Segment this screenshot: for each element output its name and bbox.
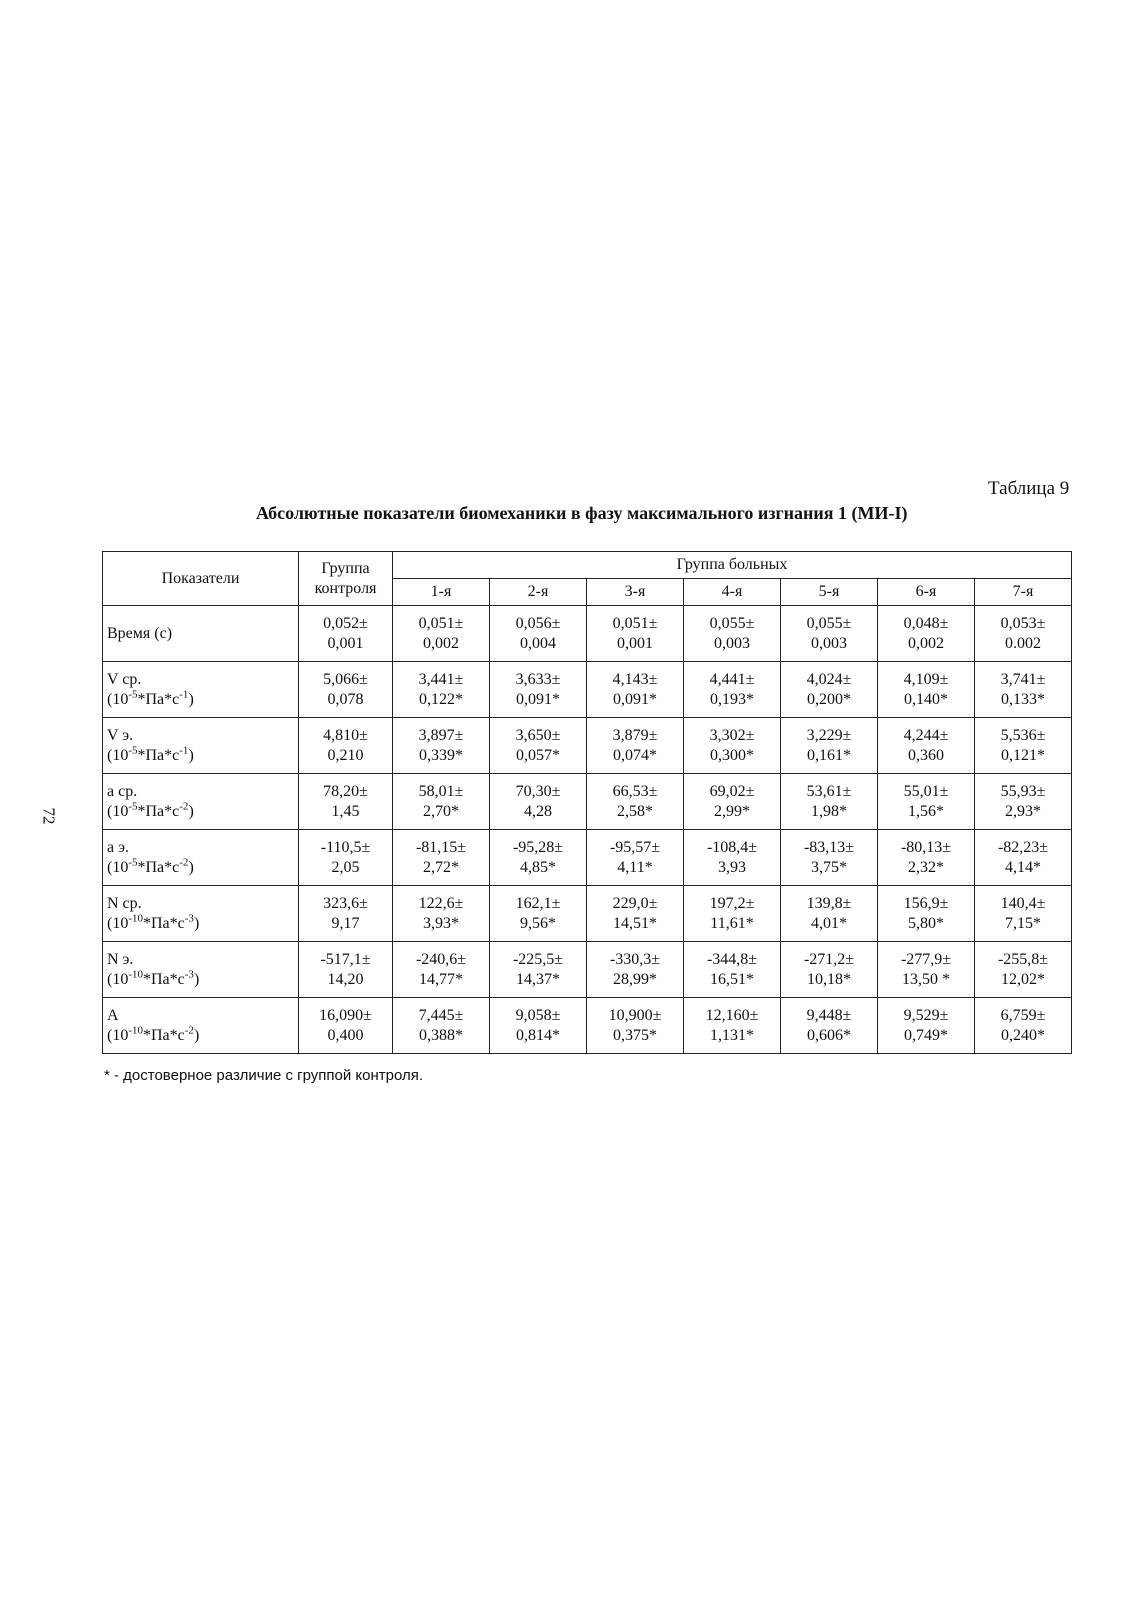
mean-value: 4,109± bbox=[903, 670, 949, 688]
unit-exp1: -10 bbox=[128, 1024, 143, 1037]
page-number: 72 bbox=[39, 807, 59, 825]
unit-mid: *Па*с bbox=[137, 690, 180, 708]
group-value-cell bbox=[781, 998, 878, 1054]
mean-value: 0,048± bbox=[903, 614, 949, 632]
parameter-unit bbox=[107, 746, 298, 766]
control-value-cell bbox=[299, 942, 393, 998]
parameter-cell bbox=[103, 606, 299, 662]
parameter-name: а ср. bbox=[107, 782, 138, 800]
unit-exp1: -10 bbox=[128, 912, 143, 925]
group-value-cell bbox=[587, 718, 684, 774]
unit-mid: *Па*с bbox=[143, 914, 185, 932]
mean-value: -225,5± bbox=[512, 950, 564, 968]
mean-value: 3,650± bbox=[515, 726, 561, 744]
mean-value: 66,53± bbox=[612, 782, 658, 800]
error-value: 2,93* bbox=[1005, 802, 1041, 820]
mean-value: 9,058± bbox=[515, 1006, 561, 1024]
group-value-cell bbox=[878, 606, 975, 662]
mean-value: 9,448± bbox=[806, 1006, 852, 1024]
error-value: 0,122* bbox=[419, 690, 463, 708]
mean-value: 10,900± bbox=[608, 1006, 662, 1024]
mean-value: 4,244± bbox=[903, 726, 949, 744]
group-value-cell bbox=[393, 830, 490, 886]
mean-value: 55,93± bbox=[1000, 782, 1046, 800]
mean-value: 3,633± bbox=[515, 670, 561, 688]
mean-value: 12,160± bbox=[705, 1006, 759, 1024]
group-value-cell bbox=[490, 606, 587, 662]
group-value-cell bbox=[975, 886, 1072, 942]
mean-value: 0,055± bbox=[806, 614, 852, 632]
unit-end: ) bbox=[193, 1026, 200, 1044]
data-table bbox=[102, 551, 1072, 1054]
parameter-unit bbox=[107, 914, 298, 934]
table-row bbox=[103, 942, 1072, 998]
parameter-unit bbox=[107, 1026, 298, 1046]
mean-value: 58,01± bbox=[418, 782, 464, 800]
group-value-cell bbox=[781, 774, 878, 830]
header-group-6: 6-я bbox=[878, 579, 975, 606]
unit-exp1: -10 bbox=[128, 968, 143, 981]
mean-value: -83,13± bbox=[803, 838, 855, 856]
error-value: 0,091* bbox=[613, 690, 657, 708]
error-value: 0,002 bbox=[908, 634, 944, 652]
error-value: 0,001 bbox=[327, 634, 364, 652]
control-value-cell bbox=[299, 830, 393, 886]
header-parameters: Показатели bbox=[103, 552, 299, 606]
header-group-3: 3-я bbox=[587, 579, 684, 606]
mean-value: -517,1± bbox=[320, 950, 371, 968]
parameter-unit bbox=[107, 858, 298, 878]
group-value-cell bbox=[975, 662, 1072, 718]
group-value-cell bbox=[490, 942, 587, 998]
mean-value: 139,8± bbox=[806, 894, 852, 912]
error-value: 28,99* bbox=[613, 970, 657, 988]
error-value: 11,61* bbox=[710, 914, 754, 932]
group-value-cell bbox=[975, 942, 1072, 998]
error-value: 0,210 bbox=[327, 746, 364, 764]
mean-value: 162,1± bbox=[515, 894, 561, 912]
error-value: 10,18* bbox=[807, 970, 851, 988]
mean-value: 55,01± bbox=[903, 782, 949, 800]
group-value-cell bbox=[781, 886, 878, 942]
mean-value: 4,143± bbox=[612, 670, 658, 688]
unit-exp1: -5 bbox=[128, 856, 138, 869]
error-value: 0,140* bbox=[904, 690, 948, 708]
error-value: 0,057* bbox=[516, 746, 560, 764]
mean-value: -82,23± bbox=[997, 838, 1049, 856]
error-value: 0,606* bbox=[807, 1026, 851, 1044]
parameter-name: А bbox=[107, 1006, 119, 1024]
error-value: 0,240* bbox=[1001, 1026, 1045, 1044]
error-value: 0,091* bbox=[516, 690, 560, 708]
group-value-cell bbox=[975, 774, 1072, 830]
error-value: 2,05 bbox=[331, 858, 360, 876]
parameter-cell bbox=[103, 774, 299, 830]
error-value: 5,80* bbox=[908, 914, 944, 932]
error-value: 0,004 bbox=[520, 634, 556, 652]
error-value: 4,14* bbox=[1005, 858, 1041, 876]
mean-value: 4,441± bbox=[709, 670, 755, 688]
error-value: 4,28 bbox=[524, 802, 552, 820]
error-value: 0,749* bbox=[904, 1026, 948, 1044]
unit-mid: *Па*с bbox=[137, 746, 180, 764]
group-value-cell bbox=[490, 830, 587, 886]
group-value-cell bbox=[684, 606, 781, 662]
error-value: 16,51* bbox=[710, 970, 754, 988]
unit-end: ) bbox=[188, 858, 194, 876]
error-value: 1,45 bbox=[331, 802, 360, 820]
group-value-cell bbox=[684, 942, 781, 998]
group-value-cell bbox=[587, 774, 684, 830]
group-value-cell bbox=[684, 998, 781, 1054]
error-value: 1,131* bbox=[710, 1026, 754, 1044]
control-value-cell bbox=[299, 774, 393, 830]
error-value: 2,72* bbox=[423, 858, 459, 876]
parameter-name: а э. bbox=[107, 838, 129, 856]
group-value-cell bbox=[587, 606, 684, 662]
error-value: 1,56* bbox=[908, 802, 944, 820]
error-value: 2,32* bbox=[908, 858, 944, 876]
error-value: 0,002 bbox=[423, 634, 459, 652]
group-value-cell bbox=[684, 774, 781, 830]
error-value: 0,078 bbox=[327, 690, 364, 708]
group-value-cell bbox=[975, 718, 1072, 774]
header-group-4: 4-я bbox=[684, 579, 781, 606]
group-value-cell bbox=[878, 886, 975, 942]
mean-value: 3,302± bbox=[709, 726, 755, 744]
group-value-cell bbox=[878, 718, 975, 774]
parameter-cell bbox=[103, 886, 299, 942]
group-value-cell bbox=[878, 774, 975, 830]
error-value: 4,11* bbox=[617, 858, 653, 876]
mean-value: 0,055± bbox=[709, 614, 755, 632]
parameter-cell bbox=[103, 998, 299, 1054]
header-group-2: 2-я bbox=[490, 579, 587, 606]
parameter-unit bbox=[107, 690, 298, 710]
unit-exp1: -5 bbox=[128, 800, 138, 813]
mean-value: 0,056± bbox=[515, 614, 561, 632]
unit-exp2: -2 bbox=[184, 1024, 194, 1037]
mean-value: 78,20± bbox=[323, 782, 368, 800]
mean-value: -344,8± bbox=[706, 950, 758, 968]
group-value-cell bbox=[684, 886, 781, 942]
mean-value: 3,741± bbox=[1000, 670, 1046, 688]
parameter-name: N э. bbox=[107, 950, 134, 968]
mean-value: 323,6± bbox=[323, 894, 368, 912]
control-value-cell bbox=[299, 606, 393, 662]
mean-value: 53,61± bbox=[806, 782, 852, 800]
mean-value: 229,0± bbox=[612, 894, 658, 912]
parameter-cell bbox=[103, 942, 299, 998]
group-value-cell bbox=[393, 942, 490, 998]
error-value: 0,161* bbox=[807, 746, 851, 764]
error-value: 0.002 bbox=[1005, 634, 1041, 652]
unit-exp2: -1 bbox=[179, 744, 189, 757]
unit-base: (10 bbox=[107, 690, 129, 708]
unit-exp1: -5 bbox=[128, 744, 138, 757]
mean-value: 16,090± bbox=[319, 1006, 372, 1024]
group-value-cell bbox=[587, 830, 684, 886]
mean-value: 9,529± bbox=[903, 1006, 949, 1024]
parameter-name: Время (с) bbox=[107, 624, 173, 642]
group-value-cell bbox=[975, 606, 1072, 662]
mean-value: 197,2± bbox=[709, 894, 755, 912]
mean-value: 7,445± bbox=[418, 1006, 464, 1024]
unit-base: (10 bbox=[107, 858, 129, 876]
error-value: 9,17 bbox=[331, 914, 360, 932]
header-group-1: 1-я bbox=[393, 579, 490, 606]
group-value-cell bbox=[587, 662, 684, 718]
error-value: 12,02* bbox=[1001, 970, 1045, 988]
table-row bbox=[103, 774, 1072, 830]
error-value: 4,85* bbox=[520, 858, 556, 876]
error-value: 2,99* bbox=[714, 802, 750, 820]
error-value: 0,814* bbox=[516, 1026, 560, 1044]
unit-exp2: -3 bbox=[184, 968, 194, 981]
error-value: 0,400 bbox=[327, 1026, 364, 1044]
parameter-name: V э. bbox=[107, 726, 134, 744]
mean-value: -95,57± bbox=[609, 838, 661, 856]
header-group-5: 5-я bbox=[781, 579, 878, 606]
group-value-cell bbox=[781, 606, 878, 662]
error-value: 0,300* bbox=[710, 746, 754, 764]
group-value-cell bbox=[393, 662, 490, 718]
group-value-cell bbox=[490, 718, 587, 774]
table-row bbox=[103, 886, 1072, 942]
unit-end: ) bbox=[193, 914, 200, 932]
parameter-name: N ср. bbox=[107, 894, 142, 912]
mean-value: 0,052± bbox=[323, 614, 368, 632]
error-value: 0,339* bbox=[419, 746, 463, 764]
unit-mid: *Па*с bbox=[137, 802, 180, 820]
mean-value: 5,536± bbox=[1000, 726, 1046, 744]
mean-value: -330,3± bbox=[609, 950, 661, 968]
control-value-cell bbox=[299, 886, 393, 942]
group-value-cell bbox=[781, 718, 878, 774]
unit-end: ) bbox=[193, 970, 200, 988]
group-value-cell bbox=[490, 998, 587, 1054]
error-value: 3,93 bbox=[718, 858, 746, 876]
unit-base: (10 bbox=[107, 802, 129, 820]
error-value: 0,121* bbox=[1001, 746, 1045, 764]
footnote: * - достоверное различие с группой контроля. bbox=[104, 1067, 424, 1084]
parameter-unit bbox=[107, 802, 298, 822]
group-value-cell bbox=[781, 662, 878, 718]
error-value: 0,388* bbox=[419, 1026, 463, 1044]
mean-value: 0,053± bbox=[1000, 614, 1046, 632]
table-label: Таблица 9 bbox=[988, 478, 1070, 499]
parameter-unit bbox=[107, 970, 298, 990]
control-value-cell bbox=[299, 998, 393, 1054]
control-value-cell bbox=[299, 718, 393, 774]
mean-value: 3,229± bbox=[806, 726, 852, 744]
error-value: 9,56* bbox=[520, 914, 556, 932]
mean-value: 3,897± bbox=[418, 726, 464, 744]
error-value: 3,75* bbox=[811, 858, 847, 876]
unit-base: (10 bbox=[107, 746, 129, 764]
error-value: 0,003 bbox=[811, 634, 847, 652]
mean-value: -255,8± bbox=[997, 950, 1049, 968]
unit-exp1: -5 bbox=[128, 688, 138, 701]
group-value-cell bbox=[490, 886, 587, 942]
unit-exp2: -3 bbox=[184, 912, 194, 925]
unit-exp2: -1 bbox=[179, 688, 189, 701]
mean-value: 3,441± bbox=[418, 670, 464, 688]
error-value: 14,37* bbox=[516, 970, 560, 988]
error-value: 0,001 bbox=[617, 634, 653, 652]
mean-value: 122,6± bbox=[418, 894, 464, 912]
group-value-cell bbox=[975, 998, 1072, 1054]
group-value-cell bbox=[878, 830, 975, 886]
error-value: 7,15* bbox=[1005, 914, 1041, 932]
mean-value: 140,4± bbox=[1000, 894, 1046, 912]
unit-exp2: -2 bbox=[179, 800, 189, 813]
header-control-group: Группа контроля bbox=[299, 552, 393, 606]
error-value: 0,193* bbox=[710, 690, 754, 708]
mean-value: 0,051± bbox=[418, 614, 464, 632]
group-value-cell bbox=[490, 662, 587, 718]
mean-value: 156,9± bbox=[903, 894, 949, 912]
mean-value: 4,810± bbox=[323, 726, 368, 744]
error-value: 1,98* bbox=[811, 802, 847, 820]
mean-value: -81,15± bbox=[415, 838, 467, 856]
error-value: 0,074* bbox=[613, 746, 657, 764]
header-patient-group: Группа больных bbox=[393, 552, 1072, 579]
table-row bbox=[103, 718, 1072, 774]
error-value: 0,133* bbox=[1001, 690, 1045, 708]
mean-value: -108,4± bbox=[706, 838, 758, 856]
control-value-cell bbox=[299, 662, 393, 718]
parameter-cell bbox=[103, 830, 299, 886]
mean-value: -271,2± bbox=[803, 950, 855, 968]
group-value-cell bbox=[878, 942, 975, 998]
group-value-cell bbox=[587, 998, 684, 1054]
group-value-cell bbox=[393, 774, 490, 830]
error-value: 0,360 bbox=[908, 746, 944, 764]
table-row bbox=[103, 998, 1072, 1054]
unit-mid: *Па*с bbox=[143, 970, 185, 988]
group-value-cell bbox=[393, 886, 490, 942]
error-value: 0,375* bbox=[613, 1026, 657, 1044]
error-value: 14,77* bbox=[419, 970, 463, 988]
mean-value: 5,066± bbox=[323, 670, 368, 688]
unit-base: (10 bbox=[107, 1026, 129, 1044]
group-value-cell bbox=[587, 886, 684, 942]
mean-value: -95,28± bbox=[512, 838, 564, 856]
mean-value: 6,759± bbox=[1000, 1006, 1046, 1024]
mean-value: 69,02± bbox=[709, 782, 755, 800]
group-value-cell bbox=[587, 942, 684, 998]
group-value-cell bbox=[975, 830, 1072, 886]
group-value-cell bbox=[684, 662, 781, 718]
unit-end: ) bbox=[188, 746, 194, 764]
group-value-cell bbox=[781, 830, 878, 886]
unit-mid: *Па*с bbox=[137, 858, 180, 876]
group-value-cell bbox=[878, 998, 975, 1054]
error-value: 2,70* bbox=[423, 802, 459, 820]
group-value-cell bbox=[393, 998, 490, 1054]
mean-value: 4,024± bbox=[806, 670, 852, 688]
parameter-cell bbox=[103, 662, 299, 718]
group-value-cell bbox=[393, 718, 490, 774]
mean-value: -110,5± bbox=[320, 838, 371, 856]
error-value: 2,58* bbox=[617, 802, 653, 820]
parameter-cell bbox=[103, 718, 299, 774]
group-value-cell bbox=[684, 830, 781, 886]
error-value: 0,200* bbox=[807, 690, 851, 708]
table-body bbox=[103, 606, 1072, 1054]
unit-exp2: -2 bbox=[179, 856, 189, 869]
unit-end: ) bbox=[188, 690, 194, 708]
group-value-cell bbox=[393, 606, 490, 662]
unit-base: (10 bbox=[107, 914, 129, 932]
error-value: 4,01* bbox=[811, 914, 847, 932]
error-value: 13,50 * bbox=[902, 970, 950, 988]
table-row bbox=[103, 606, 1072, 662]
mean-value: -80,13± bbox=[900, 838, 952, 856]
group-value-cell bbox=[781, 942, 878, 998]
mean-value: 0,051± bbox=[612, 614, 658, 632]
mean-value: 70,30± bbox=[515, 782, 561, 800]
unit-base: (10 bbox=[107, 970, 129, 988]
error-value: 3,93* bbox=[423, 914, 459, 932]
group-value-cell bbox=[490, 774, 587, 830]
table-title: Абсолютные показатели биомеханики в фазу максимального изгнания 1 (МИ-I) bbox=[256, 503, 908, 523]
parameter-name: V ср. bbox=[107, 670, 142, 688]
error-value: 0,003 bbox=[714, 634, 750, 652]
mean-value: -240,6± bbox=[415, 950, 467, 968]
error-value: 14,20 bbox=[327, 970, 364, 988]
mean-value: -277,9± bbox=[900, 950, 952, 968]
group-value-cell bbox=[878, 662, 975, 718]
table-row bbox=[103, 830, 1072, 886]
group-value-cell bbox=[684, 718, 781, 774]
error-value: 14,51* bbox=[613, 914, 657, 932]
unit-mid: *Па*с bbox=[143, 1026, 185, 1044]
header-group-7: 7-я bbox=[975, 579, 1072, 606]
unit-end: ) bbox=[188, 802, 194, 820]
table-row bbox=[103, 662, 1072, 718]
mean-value: 3,879± bbox=[612, 726, 658, 744]
